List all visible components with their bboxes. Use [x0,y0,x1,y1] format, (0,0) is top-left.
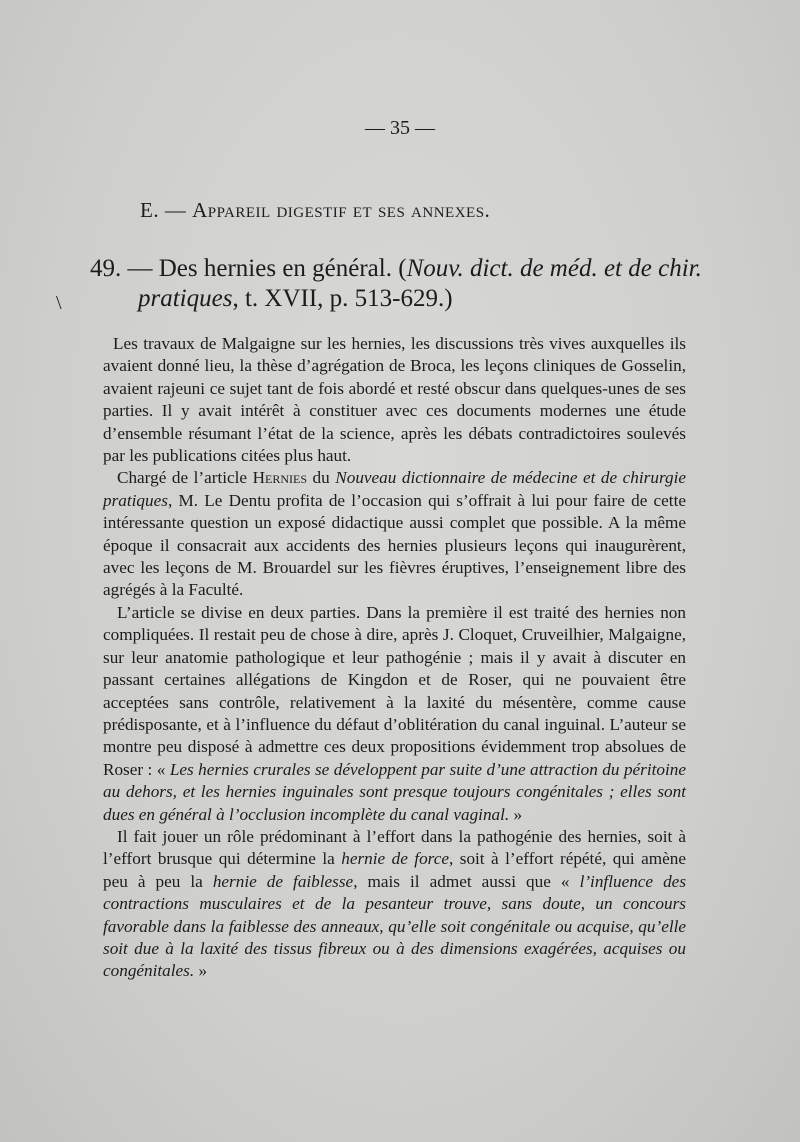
entry-title-line2 [90,284,710,314]
paragraph-3 [103,602,686,826]
paragraph-2-italic: Nouveau dictionnaire de médecine et de chirurgie pratiques [103,468,687,510]
paragraph-4-text-b: , soit à l’effort répété, qui amène peu à peu la [103,849,687,891]
entry-source-italic: Nouv. dict. de méd. et de chir. [406,255,702,282]
margin-mark: \ [56,292,62,314]
paragraph-3-quote: Les hernies crurales se développent par suite d’une attraction du péritoine au dehors, et les hernies inguinales sont presque toujours congénitales ; elles sont dues en général à l’occlusion incomplète du canal vaginal. [103,759,687,824]
paragraph-4-quote: l’influence des contractions musculaires et de la pesanteur trouve, sans doute, un concours favorable dans la faiblesse des anneaux, qu’elle soit congénitale ou acquise, qu’elle soit due à la laxité des tissus fibreux ou à des dimensions exagérées, acquises ou congénitales. [103,871,687,981]
paragraph-3-text-b: » [509,804,523,824]
section-letter: E. [140,198,160,222]
paragraph-2-text-c: , M. Le Dentu profita de l’occasion qui s’offrait à lui pour faire de cette intéressante question un exposé didactique aussi complet que possible. A la même époque il consacrait aux accidents des hernies plusieurs leçons qui inaugurèrent, avec les leçons de M. Brouardel sur les fièvres éruptives, l’enseignement libre des agrégés à la Faculté. [103,490,686,600]
paragraph-4-text-a: Il fait jouer un rôle prédominant à l’effort dans la pathogénie des hernies, soit à l’effort brusque qui détermine la [103,826,686,869]
paragraph-2 [103,467,686,601]
paragraph-4-text-c: , mais il admet aussi que « [353,871,580,891]
section-heading [140,198,660,223]
entry-dash: — [127,255,153,282]
paragraph-2-hernies: Hernies [252,468,307,488]
paragraph-3-text-a: L’article se divise en deux parties. Dans la première il est traité des hernies non compliquées. Il restait peu de chose à dire, après J. Cloquet, Cruveilhier, Malgaigne, sur leur anatomie pathologique et leur pathogénie ; mais il y avait à discuter en passant certaines allégations de Kingdon et de Roser, qui ne pouvaient être acceptées sans contrôle, relativement à la laxité du mésentère, comme cause prédisposante, et à l’influence du défaut d’oblitération du canal inguinal. L’auteur se montre peu disposé à admettre ces deux propositions évidemment trop absolues de Roser : « [103,602,686,779]
entry-title-text: Des hernies en général. [158,255,392,282]
paragraph-2-text-a: Chargé de l’article [117,468,253,488]
section-title: Appareil digestif et ses annexes. [192,198,491,222]
section-dash: — [164,198,187,222]
entry-source-open: ( [398,255,407,282]
paragraph-4-italic-1: hernie de force [341,849,449,869]
page-number: — 35 — [365,117,435,139]
body-text [103,333,686,983]
entry-number: 49. [90,255,122,282]
entry-source-rest: , t. XVII, p. 513-629.) [232,285,453,312]
paragraph-4-italic-2: hernie de faiblesse [212,871,354,891]
paragraph-4-text-d: » [194,961,208,981]
entry-source-italic2: pratiques [138,285,233,312]
paragraph-1: Les travaux de Malgaigne sur les hernies, les discussions très vives auxquelles ils avaient donné lieu, la thèse d’agrégation de Broca, les leçons cliniques de Gosselin, avaient rajeuni ce sujet tant de fois abordé et resté obscur dans quelques-unes de ses parties. Il y avait intérêt à constituer avec ces documents modernes une étude d’ensemble résumant l’état de la science, après les débats contradictoires soulevés par les publications citées plus haut. [103,334,686,466]
paragraph-2-text-b: du [307,468,336,488]
paragraph-4 [103,826,686,983]
entry-title [90,254,710,314]
